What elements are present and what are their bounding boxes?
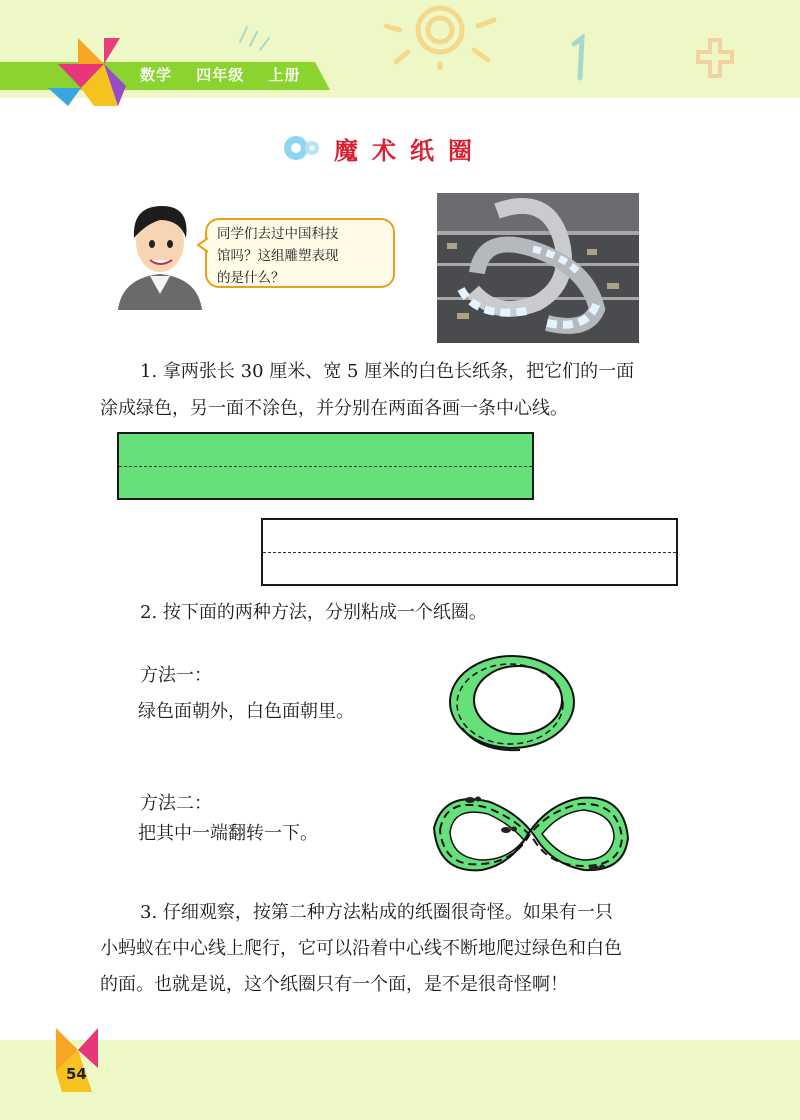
sparkle-icon [235, 22, 275, 52]
page-title-group [282, 128, 486, 168]
method1-label: 方法一： [140, 665, 212, 686]
step1-line1: 1. 拿两张长 30 厘米、宽 5 厘米的白色长纸条，把它们的一面 [140, 361, 635, 382]
green-paper-strip [117, 432, 534, 500]
tangram-logo-icon [48, 38, 128, 106]
step3-line3: 的面。也就是说，这个纸圈只有一个面，是不是很奇怪啊！ [100, 974, 568, 995]
strip-center-line [119, 466, 532, 467]
header-grade: 四年级 [196, 66, 245, 84]
white-paper-strip [261, 518, 678, 586]
speech-bubble [205, 218, 395, 288]
cylinder-loop-illustration [440, 648, 580, 758]
method2-desc: 把其中一端翻转一下。 [138, 823, 318, 844]
page-title: 魔术纸圈 [334, 136, 486, 165]
bubble-line: 馆吗？这组雕塑表现 [217, 248, 339, 264]
step3-line2: 小蚂蚁在中心线上爬行，它可以沿着中心线不断地爬过绿色和白色 [100, 938, 622, 959]
sun-icon [380, 0, 500, 70]
page-number: 54 [66, 1065, 87, 1083]
bubble-line: 的是什么？ [217, 270, 285, 286]
mobius-strip-illustration [424, 784, 636, 884]
footer-band [0, 1040, 800, 1120]
digit-one-doodle-icon [560, 34, 600, 84]
header-subject: 数学 [140, 66, 173, 84]
bubble-tail [196, 236, 210, 254]
header-volume: 上册 [268, 66, 301, 84]
method1-desc: 绿色面朝外，白色面朝里。 [138, 701, 354, 722]
gear-flower-icon [282, 132, 320, 164]
step3-line1: 3. 仔细观察，按第二种方法粘成的纸圈很奇怪。如果有一只 [140, 902, 613, 923]
method2-label: 方法二： [140, 793, 212, 814]
strip-center-line [263, 552, 676, 553]
sculpture-photo [437, 193, 639, 343]
step2-text: 2. 按下面的两种方法，分别粘成一个纸圈。 [140, 602, 487, 623]
bubble-line: 同学们去过中国科技 [217, 226, 339, 242]
teacher-illustration [112, 198, 208, 310]
step1-line2: 涂成绿色，另一面不涂色，并分别在两面各画一条中心线。 [100, 398, 568, 419]
header-breadcrumb [140, 64, 319, 85]
plus-doodle-icon [696, 38, 736, 82]
